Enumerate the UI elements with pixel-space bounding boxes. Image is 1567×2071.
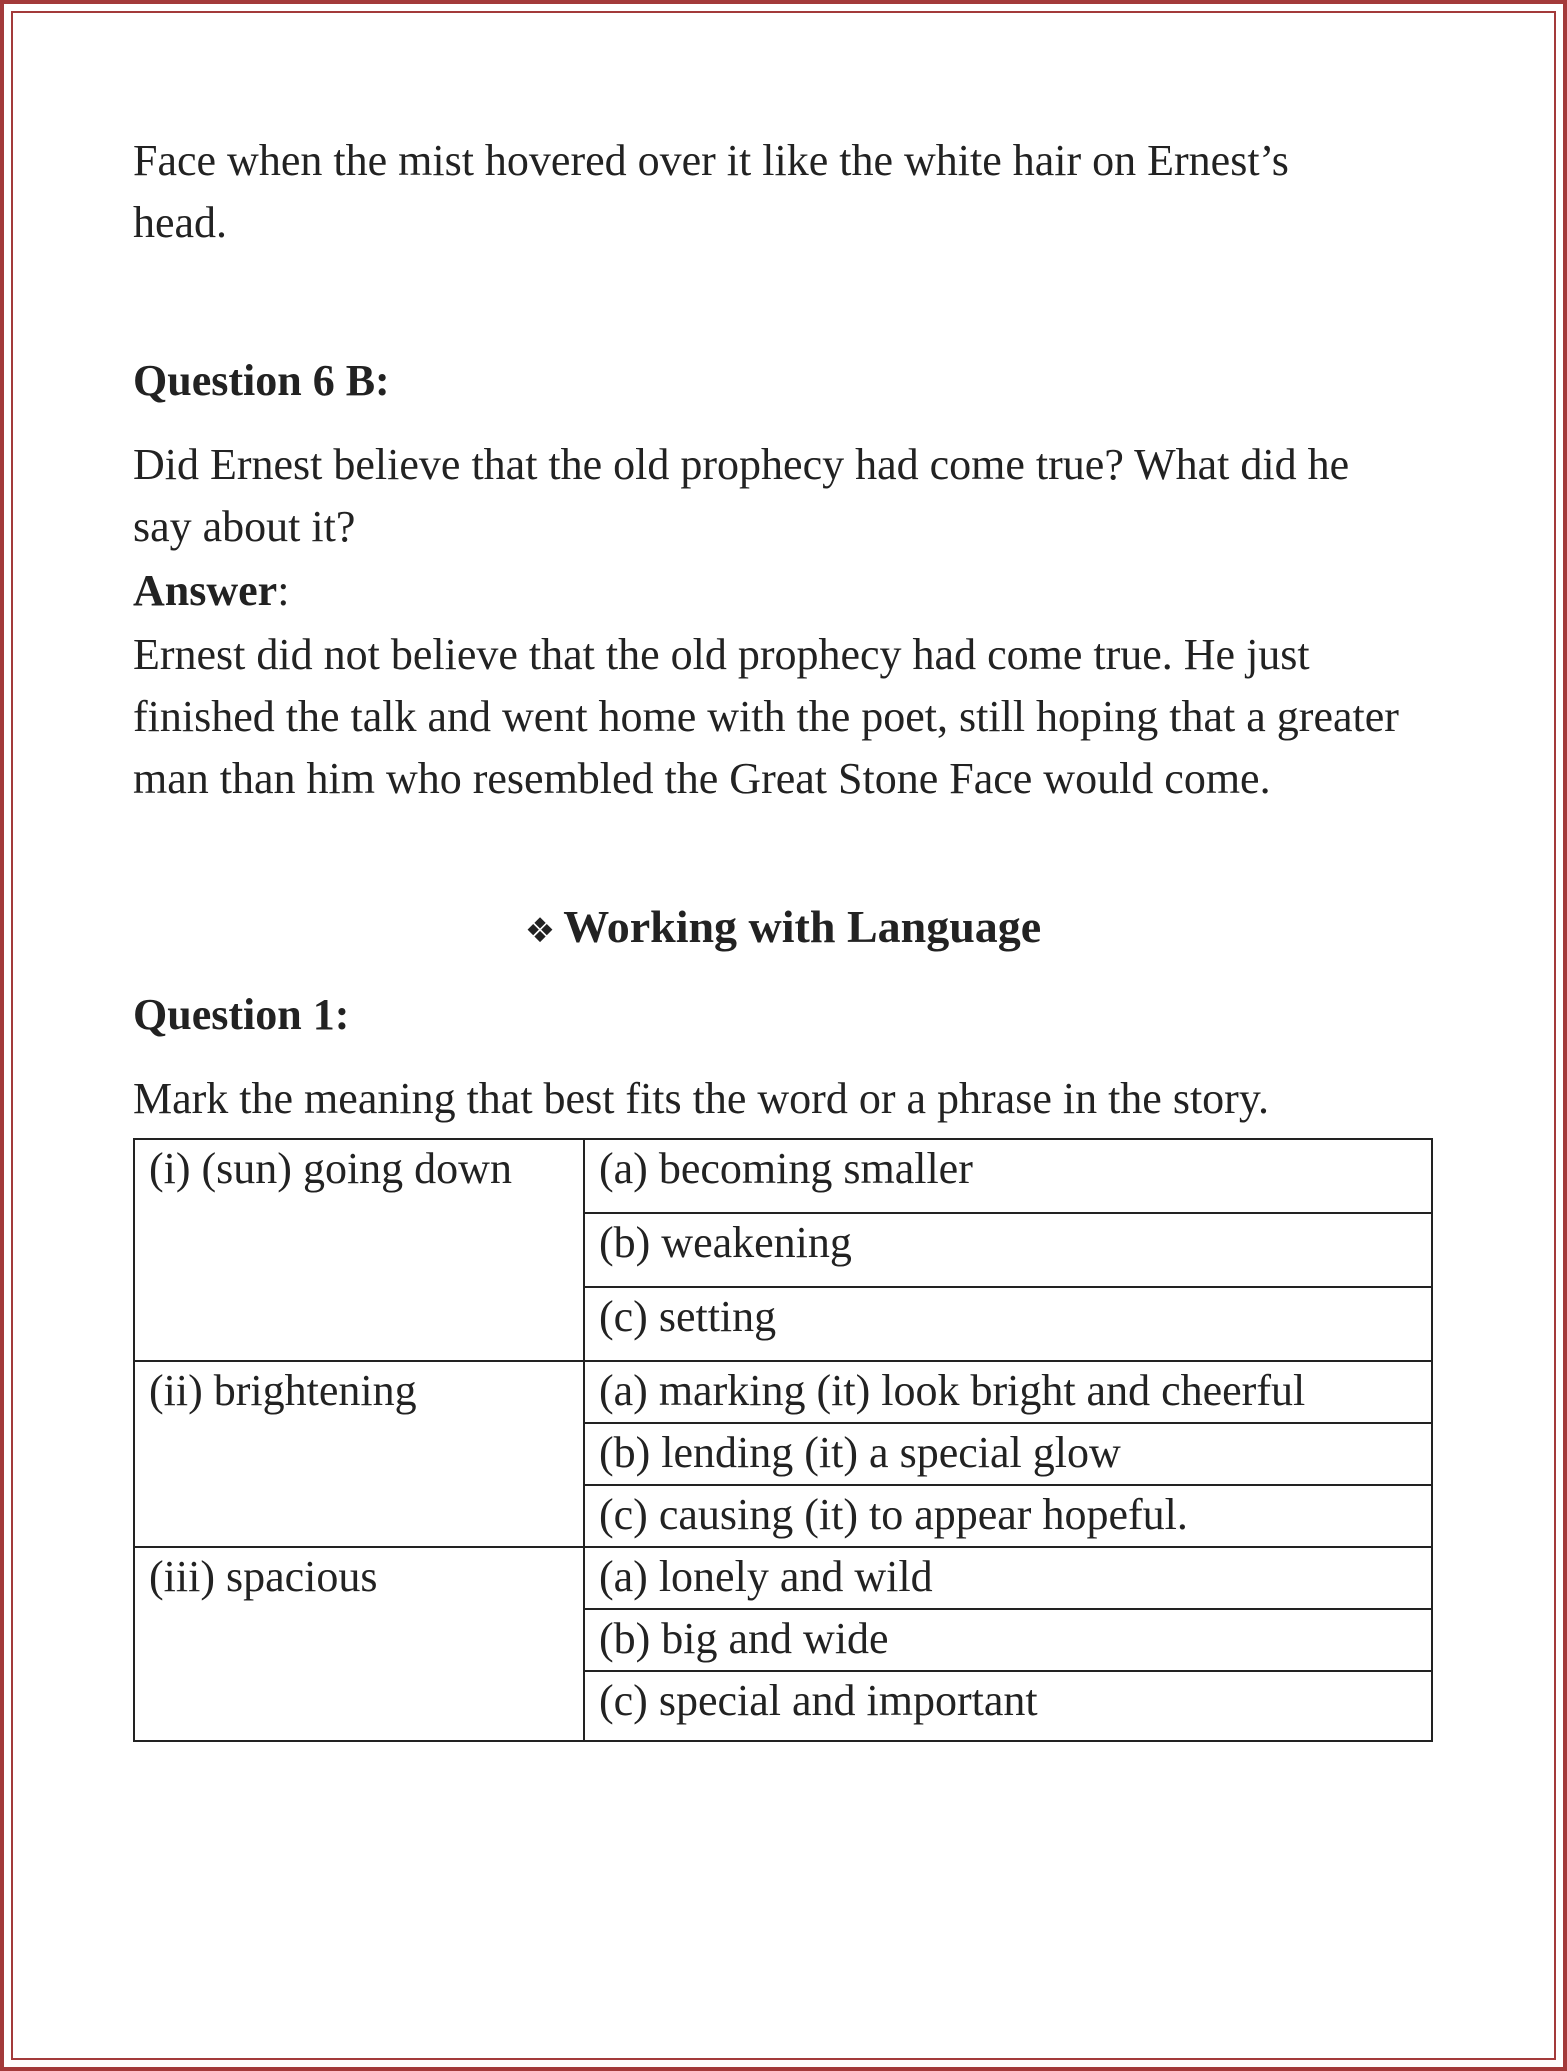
- page-content: [133, 130, 1433, 1742]
- answer-label-line: [133, 560, 1433, 622]
- option-cell: (c) special and important: [584, 1671, 1432, 1741]
- diamond-bullet-icon: ❖: [524, 911, 556, 951]
- option-cell: (a) marking (it) look bright and cheerful: [584, 1361, 1432, 1423]
- answer-label: Answer: [133, 566, 278, 615]
- section-title: [133, 896, 1433, 962]
- question-1-instruction: Mark the meaning that best fits the word or a phrase in the story.: [133, 1074, 1269, 1123]
- option-cell: (b) weakening: [584, 1213, 1432, 1287]
- option-cell: (a) becoming smaller: [584, 1139, 1432, 1213]
- option-cell: (b) lending (it) a special glow: [584, 1423, 1432, 1485]
- word-cell: (i) (sun) going down: [134, 1139, 584, 1361]
- option-cell: (c) setting: [584, 1287, 1432, 1361]
- answer-text: Ernest did not believe that the old prophecy had come true. He just finished the talk and went home with the poet, still hoping that a greater man than him who resembled the Great Stone Face would come.: [133, 630, 1399, 803]
- word-cell: (iii) spacious: [134, 1547, 584, 1741]
- table-row: [134, 1361, 1432, 1423]
- option-cell: (c) causing (it) to appear hopeful.: [584, 1485, 1432, 1547]
- table-row: [134, 1139, 1432, 1213]
- answer-colon: :: [277, 566, 290, 615]
- question-1-heading: Question 1:: [133, 990, 350, 1039]
- option-cell: (a) lonely and wild: [584, 1547, 1432, 1609]
- word-cell: (ii) brightening: [134, 1361, 584, 1547]
- section-title-text: Working with Language: [563, 901, 1042, 952]
- table-row: [134, 1547, 1432, 1609]
- option-cell: (b) big and wide: [584, 1609, 1432, 1671]
- question-6b-heading: Question 6 B:: [133, 356, 390, 405]
- intro-paragraph: Face when the mist hovered over it like the white hair on Ernest’s head.: [133, 136, 1289, 247]
- meanings-table: [133, 1138, 1433, 1742]
- question-6b-text: Did Ernest believe that the old prophecy had come true? What did he say about it?: [133, 440, 1350, 551]
